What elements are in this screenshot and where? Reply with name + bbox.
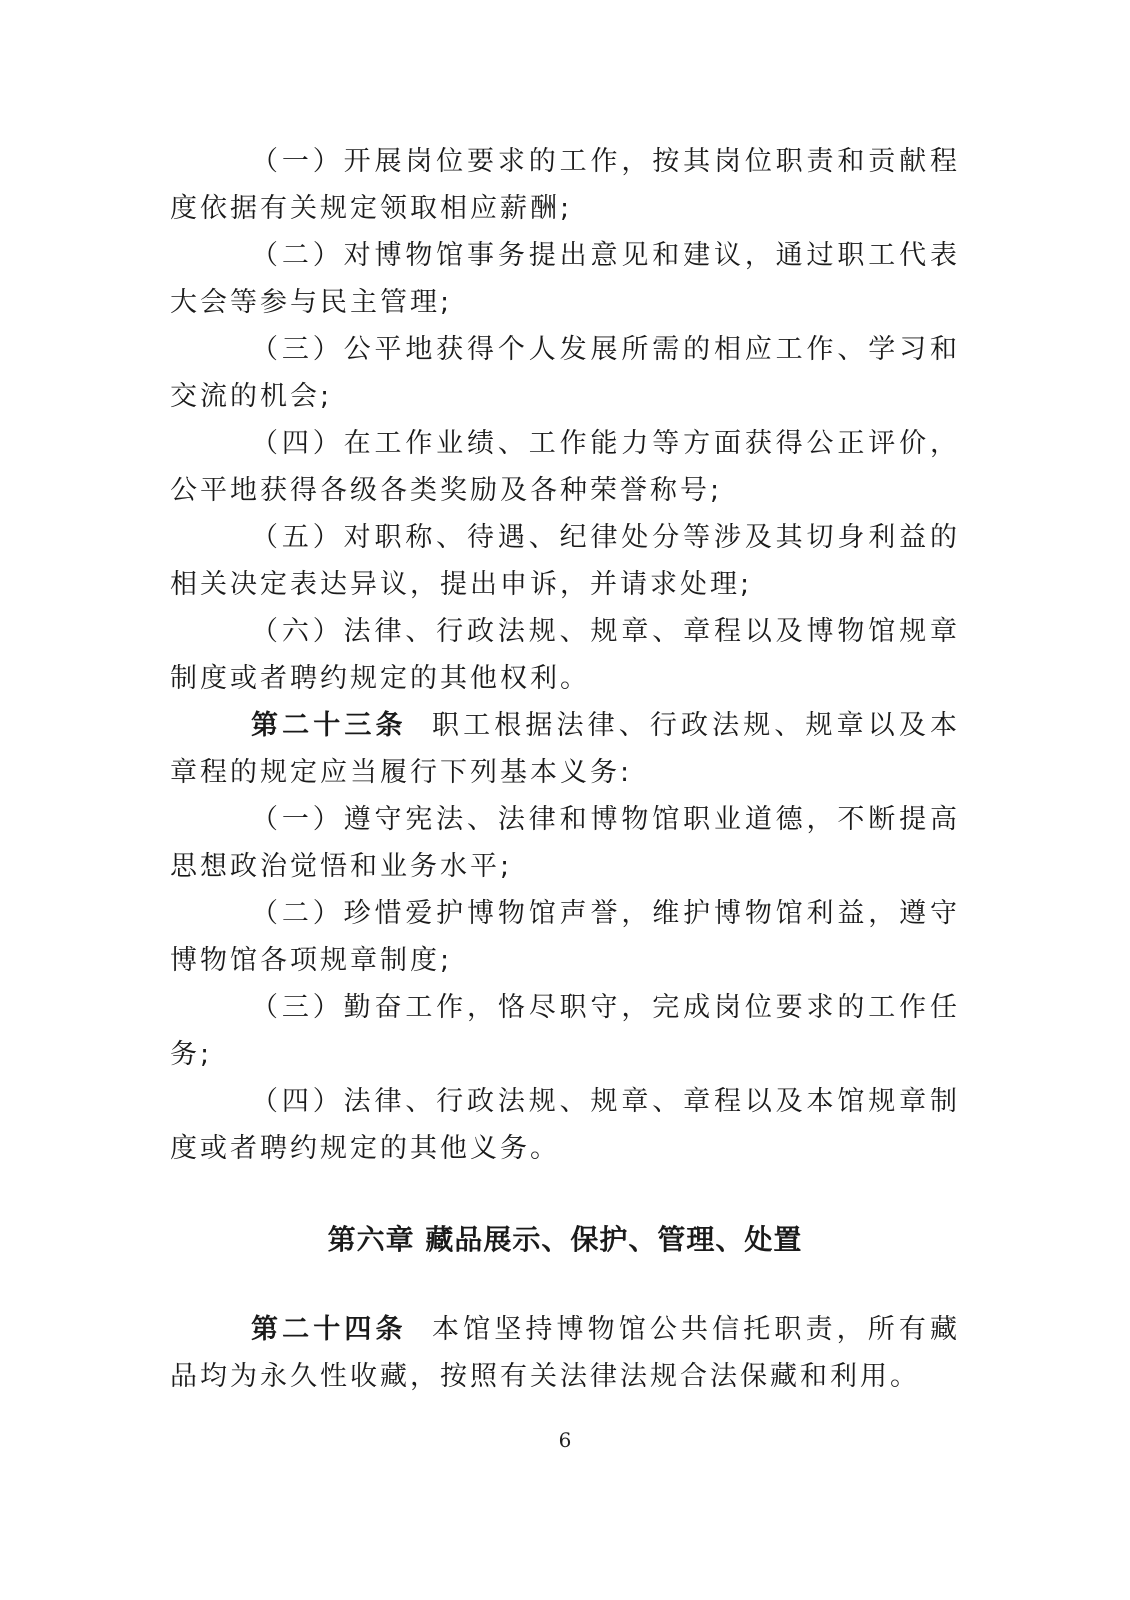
article-23-text: 职工根据法律、行政法规、规章以及本章程的规定应当履行下列基本义务: — [170, 710, 961, 788]
duties-item-4: （四）法律、行政法规、规章、章程以及本馆规章制度或者聘约规定的其他义务。 — [170, 1086, 960, 1164]
rights-item-4: （四）在工作业绩、工作能力等方面获得公正评价，公平地获得各级各类奖励及各种荣誉称号; — [170, 428, 960, 506]
duties-item-2: （二）珍惜爱护博物馆声誉，维护博物馆利益，遵守博物馆各项规章制度; — [170, 898, 960, 976]
chapter-heading-wrap — [170, 1218, 960, 1258]
document-body — [170, 138, 960, 1400]
rights-item-2: （二）对博物馆事务提出意见和建议，通过职工代表大会等参与民主管理; — [170, 240, 960, 318]
article-23 — [170, 702, 960, 796]
article-23-lead: 第二十三条 — [251, 710, 407, 741]
chapter-6-title: 第六章 藏品展示、保护、管理、处置 — [327, 1223, 803, 1256]
article-24 — [170, 1306, 960, 1400]
article-24-text: 本馆坚持博物馆公共信托职责，所有藏品均为永久性收藏，按照有关法律法规合法保藏和利用。 — [170, 1314, 961, 1392]
rights-item-5: （五）对职称、待遇、纪律处分等涉及其切身利益的相关决定表达异议，提出申诉，并请求处理; — [170, 522, 960, 600]
article-24-lead: 第二十四条 — [251, 1314, 407, 1345]
duties-item-1: （一）遵守宪法、法律和博物馆职业道德，不断提高思想政治觉悟和业务水平; — [170, 804, 960, 882]
rights-item-6: （六）法律、行政法规、规章、章程以及博物馆规章制度或者聘约规定的其他权利。 — [170, 616, 960, 694]
rights-item-3: （三）公平地获得个人发展所需的相应工作、学习和交流的机会; — [170, 334, 960, 412]
page-number: 6 — [558, 1428, 572, 1452]
duties-item-3: （三）勤奋工作，恪尽职守，完成岗位要求的工作任务; — [170, 992, 960, 1070]
rights-item-1: （一）开展岗位要求的工作，按其岗位职责和贡献程度依据有关规定领取相应薪酬; — [170, 146, 960, 224]
